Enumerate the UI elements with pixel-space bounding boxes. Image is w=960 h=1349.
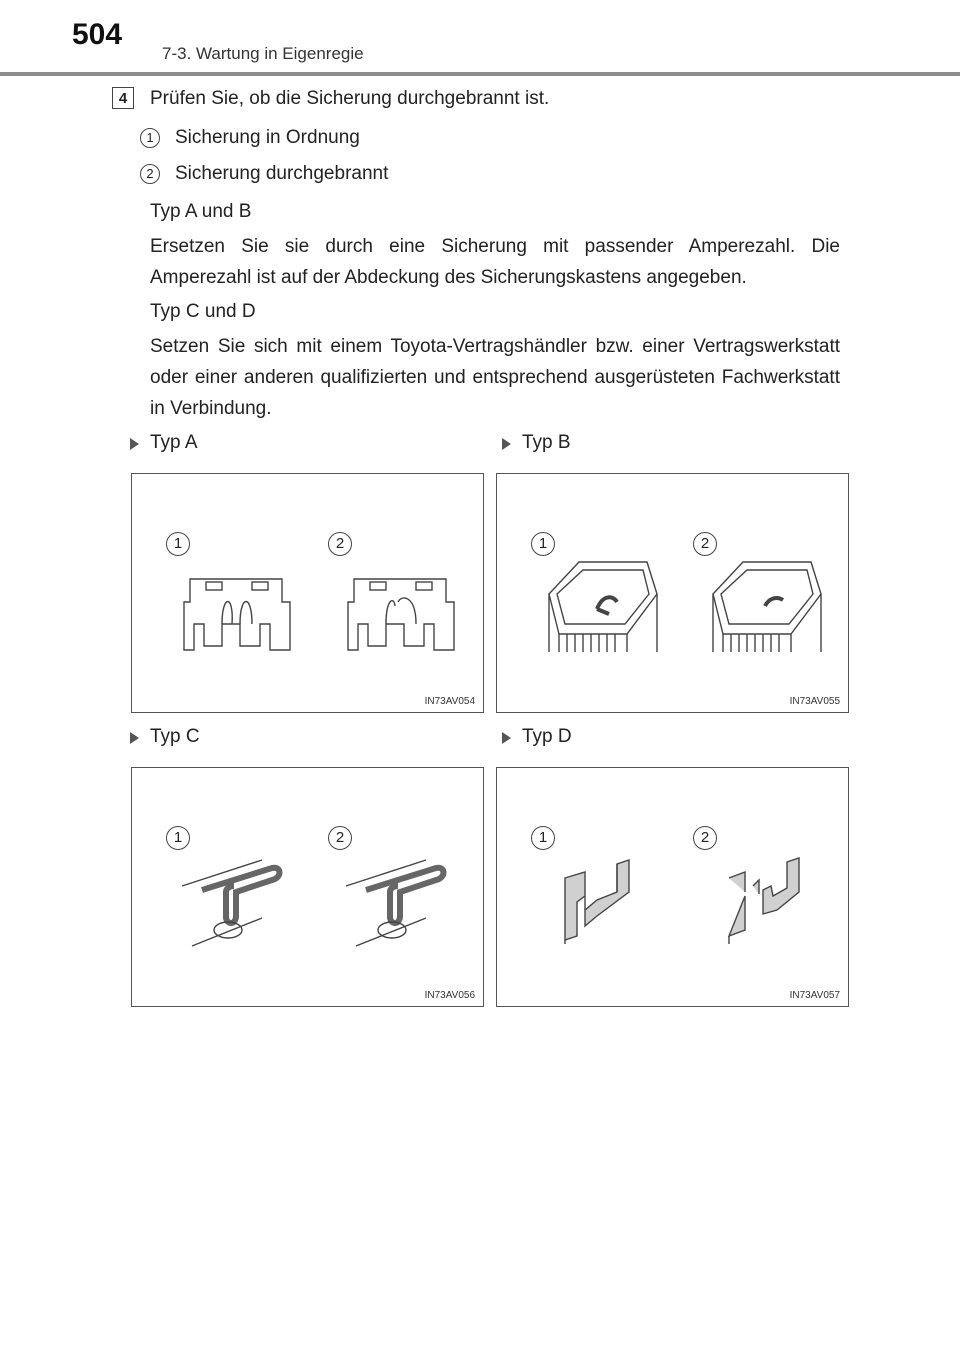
fuse-type-d-illustration — [497, 768, 850, 1008]
item-fuse-blown: Sicherung durchgebrannt — [175, 163, 389, 184]
page-number: 504 — [72, 18, 123, 51]
fuse-type-c-illustration — [132, 768, 485, 1008]
page-header — [0, 0, 960, 80]
figure-marker-2: 2 — [693, 532, 717, 556]
figure-code: IN73AV057 — [789, 990, 840, 1001]
figure-label-d: Typ D — [522, 726, 572, 747]
figure-marker-1: 1 — [166, 532, 190, 556]
fuse-type-a-illustration — [132, 474, 485, 714]
figure-marker-1: 1 — [531, 826, 555, 850]
section-title: 7-3. Wartung in Eigenregie — [162, 44, 364, 63]
arrow-icon — [502, 438, 511, 450]
figure-panel-b — [496, 473, 849, 713]
figure-label-b: Typ B — [522, 432, 571, 453]
figure-marker-1: 1 — [531, 532, 555, 556]
text-type-cd: Setzen Sie sich mit einem Toyota-Vertragshändler bzw. einer Vertragswerkstatt oder einer anderen qualifizierten und entsprechend ausgerüsteten Fachwerkstatt in Verbindung. — [150, 336, 840, 419]
arrow-icon — [130, 732, 139, 744]
figure-marker-2: 2 — [328, 532, 352, 556]
figure-label-a: Typ A — [150, 432, 198, 453]
heading-type-cd: Typ C und D — [150, 301, 256, 322]
header-rule — [0, 72, 960, 76]
figure-code: IN73AV055 — [789, 696, 840, 707]
figure-panel-d — [496, 767, 849, 1007]
arrow-icon — [502, 732, 511, 744]
arrow-icon — [130, 438, 139, 450]
text-type-ab: Ersetzen Sie sie durch eine Sicherung mit passender Amperezahl. Die Amperezahl ist auf der Abdeckung des Sicherungskastens angegeben. — [150, 236, 840, 288]
heading-type-ab: Typ A und B — [150, 201, 252, 222]
step-title: Prüfen Sie, ob die Sicherung durchgebrannt ist. — [150, 88, 550, 109]
marker-2: 2 — [140, 164, 160, 184]
figure-code: IN73AV054 — [424, 696, 475, 707]
figure-panel-a — [131, 473, 484, 713]
fuse-type-b-illustration — [497, 474, 850, 714]
step-number-box: 4 — [112, 87, 134, 109]
figure-panel-c — [131, 767, 484, 1007]
figure-code: IN73AV056 — [424, 990, 475, 1001]
figure-marker-1: 1 — [166, 826, 190, 850]
figure-marker-2: 2 — [693, 826, 717, 850]
figure-label-c: Typ C — [150, 726, 200, 747]
item-fuse-ok: Sicherung in Ordnung — [175, 127, 360, 148]
figure-marker-2: 2 — [328, 826, 352, 850]
marker-1: 1 — [140, 128, 160, 148]
